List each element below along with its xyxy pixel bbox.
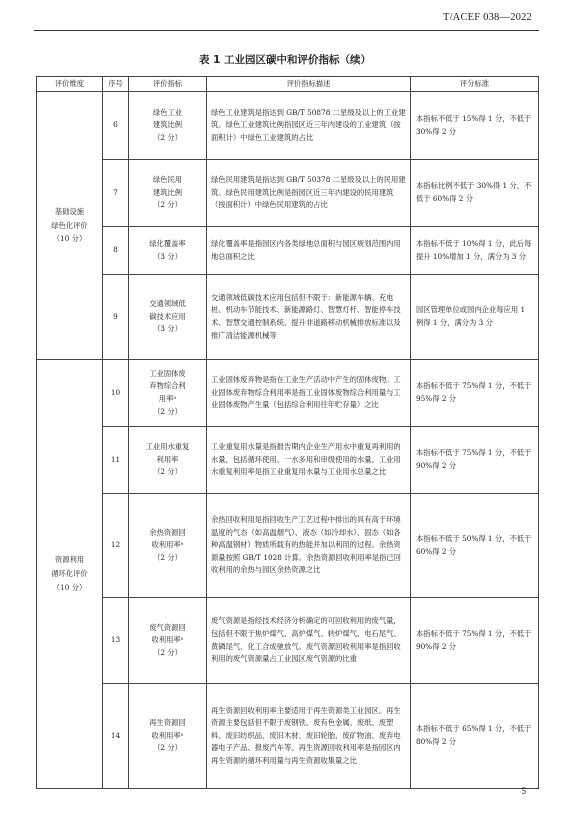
indicator-cell: 绿化覆盖率 （3 分） [129, 227, 207, 275]
indicator-cell: 交通领域低 碳技术应用 （3 分） [129, 275, 207, 360]
row-number: 11 [103, 427, 129, 494]
row-number: 8 [103, 227, 129, 275]
header-rule [34, 30, 539, 31]
standard-code: T/ACEF 038—2022 [442, 12, 532, 23]
row-number: 9 [103, 275, 129, 360]
evaluation-table [36, 76, 539, 789]
column-header: 评分标准 [411, 77, 539, 92]
table-header-row [37, 77, 539, 92]
description-cell: 绿化覆盖率是指园区内各类绿地总面积与园区规划范围内用地总面积之比 [207, 227, 411, 275]
table-row [37, 684, 539, 789]
description-cell: 绿色民用建筑是指达到 GB/T 50378 二星级及以上的民用建筑。绿色民用建筑比例是指园区近三年内建设的民用建筑（按面积计）中绿色民用建筑的占比 [207, 160, 411, 227]
row-number: 6 [103, 92, 129, 160]
table-row [37, 494, 539, 598]
criteria-cell: 本指标不低于 50%得 1 分，不低于 60%得 2 分 [411, 494, 539, 598]
criteria-cell: 本指标不低于 75%得 1 分，不低于 90%得 2 分 [411, 598, 539, 684]
description-cell: 工业重复用水量是指报告期内企业生产用水中重复再利用的水量，包括循环使用、一水多用和串级使用的水量。工业用水重复利用率是指工业重复用水量与工业用水总量之比 [207, 427, 411, 494]
column-header: 评价维度 [37, 77, 103, 92]
indicator-cell: 工业用水重复 利用率 （2 分） [129, 427, 207, 494]
indicator-cell: 工业固体废 弃物综合利 用率ᵃ （2 分） [129, 360, 207, 427]
dimension-cell: 资源利用 循环化评价 （10 分） [37, 360, 103, 789]
table-row [37, 427, 539, 494]
page-number: 5 [521, 786, 526, 796]
table-row [37, 598, 539, 684]
description-cell: 余热回收利用是指回收生产工艺过程中排出的具有高于环境温度的气态（如高温烟气）、液态（如冷却水）、固态（如各种高温钢材）物质所载有的热能并加以利用的过程。余热资源量按照 GB/T 1028 计算。余热资源回收利用率是指已回收利用的余热与园区余热资源之比 [207, 494, 411, 598]
table-row [37, 92, 539, 160]
description-cell: 绿色工业建筑是指达到 GB/T 50878 二星级及以上的工业建筑。绿色工业建筑比例指园区近三年内建设的工业建筑（按面积计）中绿色工业建筑的占比 [207, 92, 411, 160]
row-number: 12 [103, 494, 129, 598]
description-cell: 工业固体废弃物是指在工业生产活动中产生的固体废物。工业固体废弃物综合利用率是指工业固体废物综合利用量与工业固体废物产生量（包括综合利用往年贮存量）之比 [207, 360, 411, 427]
table-row [37, 227, 539, 275]
indicator-cell: 绿色民用 建筑比例 （2 分） [129, 160, 207, 227]
row-number: 7 [103, 160, 129, 227]
column-header: 评价指标 [129, 77, 207, 92]
indicator-cell: 再生资源回 收利用率ᵃ （2 分） [129, 684, 207, 789]
description-cell: 废气资源是指经技术经济分析确定的可回收利用的废气量，包括但不限于焦炉煤气、高炉煤气、转炉煤气、电石尾气、黄磷尾气、化工合成驰放气。废气资源回收利用率是指回收利用的废气资源量占工业园区废气资源的比重 [207, 598, 411, 684]
table-title: 表 1 工业园区碳中和评价指标（续） [198, 54, 372, 66]
table-row [37, 275, 539, 360]
description-cell: 再生资源回收利用率主要适用于再生资源类工业园区。再生资源主要包括但不限于废钢铁、废有色金属、废纸、废塑料、废旧纺织品、废旧木材、废旧轮胎、废矿物油、废弃电器电子产品、报废汽车等。再生资源回收利用率是指园区内再生资源的循环利用量与再生资源收集量之比 [207, 684, 411, 789]
column-header: 评价指标描述 [207, 77, 411, 92]
description-cell: 交通领域低碳技术应用包括但不限于：新能源车辆、充电桩、机动车节能技术、新能源路灯、智慧灯杆、智能停车技术、智慧交通控制系统、提升非道路移动机械排放标准以及推广清洁能源机械等 [207, 275, 411, 360]
criteria-cell: 本指标不低于 10%得 1 分，此后每提升 10%增加 1 分，满分为 3 分 [411, 227, 539, 275]
table-row [37, 160, 539, 227]
dimension-cell: 基础设施 绿色化评价 （10 分） [37, 92, 103, 360]
indicator-cell: 废气资源回 收利用率ᵃ （2 分） [129, 598, 207, 684]
criteria-cell: 本指标不低于 15%得 1 分，不低于 30%得 2 分 [411, 92, 539, 160]
column-header: 序号 [103, 77, 129, 92]
row-number: 14 [103, 684, 129, 789]
indicator-cell: 绿色工业 建筑比例 （2 分） [129, 92, 207, 160]
criteria-cell: 本指标不低于 75%得 1 分，不低于 95%得 2 分 [411, 360, 539, 427]
row-number: 13 [103, 598, 129, 684]
criteria-cell: 园区管理单位或园内企业每应用 1 例得 1 分，满分为 3 分 [411, 275, 539, 360]
criteria-cell: 本指标比例不低于 30%得 1 分，不低于 60%得 2 分 [411, 160, 539, 227]
row-number: 10 [103, 360, 129, 427]
indicator-cell: 余热资源回 收利用率ᵃ （2 分） [129, 494, 207, 598]
criteria-cell: 本指标不低于 65%得 1 分，不低于 80%得 2 分 [411, 684, 539, 789]
criteria-cell: 本指标不低于 75%得 1 分，不低于 90%得 2 分 [411, 427, 539, 494]
table-row [37, 360, 539, 427]
